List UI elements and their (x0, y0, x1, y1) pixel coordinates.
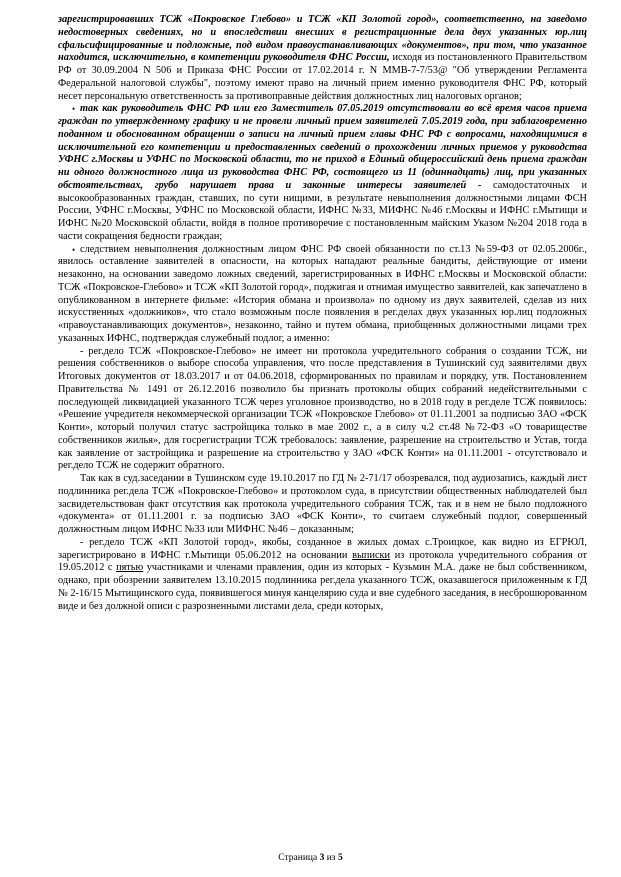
paragraph-6-text-c: участниками и членами правления, один из которых - Кузьмин М.А. даже не был собственником, однако, при обозрении заявителем 13.10.2015 подлинника рег.дела указанного ТСЖ, оказавшегося приложенным к ГД № 2-16/15 Мытищинского суда, появившегося минуя канцелярию суда и вне судебного заседания, в несброшюрованном виде и без должной описи с разрозненными листами дела, среди которых, (58, 562, 587, 612)
bullet-icon: • (72, 104, 76, 115)
paragraph-2-text: самодостаточных и высокообразованных граждан, ставших, по сути нищими, в результате невыполнения должностными лицами ФСН России, УФНС г.Москвы, УФНС по Московской области, ИФНС №33, МИФНС №46 г.Москвы и ИФНС г.Мытищи и ИФНС №20 Московской области, войдя в полное противоречие с постановленным майским Указом №204 2018 года в части сокращения бедности граждан; (58, 179, 587, 242)
footer-page-number: 3 (319, 853, 325, 863)
paragraph-6-underline-1: выписки (352, 549, 391, 561)
paragraph-1-emphasis: зарегистрировавших ТСЖ «Покровское Глебово» и ТСЖ «КП Золотой город», соответственно, на заведомо недостоверных сведениях, но и впоследствии внесших в регистрационные дела двух указанных юр.лиц сфальсифицированные и подложные, под видом правоустанавливающих «документов», при том, что указанное находится, исключительно, в компетенции руководителя ФНС России, (58, 14, 587, 64)
footer-prefix: Страница (278, 853, 320, 863)
footer-total-pages: 5 (337, 853, 343, 863)
paragraph-1 (58, 14, 587, 103)
paragraph-6-text-b: из протокола учредительного собрания от 19.05.2012 с (58, 549, 587, 574)
paragraph-4: - рег.дело ТСЖ «Покровское-Глебово» не имеет ни протокола учредительного собрания о создании ТСЖ, ни решения собственников о выборе способа управления, что после представления в Тушинский суд заявителями двух Итоговых документов от 18.03.2017 и от 04.06.2018, сформированных по правилам и порядку, утв. Постановлением Правительства № 1491 от 26.12.2016 позволило бы признать протоколы общих собраний недействительными с последующей ликвидацией указанного ТСЖ через уголовное производство, но в 2018 году в рег.деле ТСЖ появилось: «Решение учредителя некоммерческой организации ТСЖ «Покровское Глебово» от 01.11.2001 за подписью ЗАО «ФСК Конти», который получил статус застройщика только в мае 2002 г., а в силу ч.2 ст.48 №72-ФЗ «О товариществе собственников жилья», для госрегистрации ТСЖ требовалось: заявление, разрешение на строительство и Устав, тогда как заявление от застройщика и разрешение на строительство у ЗАО «ФСК Конти» на 01.11.2001 - отсутствовало и рег.дело ТСЖ не содержит обратного. (58, 345, 587, 472)
bullet-paragraph-2 (58, 103, 587, 243)
paragraph-6-text-a: - рег.дело ТСЖ «КП Золотой город», якобы, созданное в жилых домах с.Троицкое, как видно из ЕГРЮЛ, зарегистрировано в ИФНС г.Мытищи 05.06.2012 на основании (58, 536, 587, 561)
paragraph-2-emphasis: так как руководитель ФНС РФ или его Заместитель 07.05.2019 отсутствовали во всё время часов приема граждан по утвержденному графику и не провели личный прием заявителей 7.05.2019 года, при заблаговременно поданном и обоснованном обращении о записи на личный прием главы ФНС РФ с вопросами, находящимися в исключительной его компетенции и предоставленных сведений о прохождении личных приемов у руководства УФНС г.Москвы и УФНС по Московской области, то не приход в Единый общероссийский день приема граждан ни одного должностного лица из руководства ФНС РФ, состоящего из 11 (одиннадцать) лиц, при указанных обстоятельствах, грубо нарушает права и законные интересы заявителей - (58, 103, 587, 191)
paragraph-6 (58, 537, 587, 614)
footer-mid: из (324, 853, 338, 863)
paragraph-1-text: исходя из постановленного Правительством РФ от 30.09.2004 N 506 и Приказа ФНС России от 17.02.2014 г. N ММВ-7-7/53@ "Об утверждении Регламента Федеральной налоговой службы", поэтому имеют право на личный прием именно руководителя ФНС РФ, который несет персональную ответственность за противоправные действия должностных лиц налоговых органов; (58, 52, 587, 102)
bullet-paragraph-3 (58, 244, 587, 346)
paragraph-5: Так как в суд.заседании в Тушинском суде 19.10.2017 по ГД № 2-71/17 обозревался, под аудиозапись, каждый лист подлинника рег.дела ТСЖ «Покровское-Глебово» и протоколом суда, в присутствии общественных наблюдателей был засвидетельствован факт отсутствия как протокола учредительного собрания ТСЖ, так и в нем не было подложного «документа» от 01.11.2001 г. за подписью ЗАО «ФСК Конти», то считаем служебный подлог, совершенный должностным лицом ИФНС №33 или МИФНС №46 – доказанным; (58, 473, 587, 535)
page-footer (0, 853, 621, 863)
paragraph-3-text: следствием невыполнения должностным лицом ФНС РФ своей обязанности по ст.13 №59-ФЗ от 02.05.2006г., явилось оставление заявителей в опасности, на которых нападают реальные бандиты, действующие от имени незаконно, на основании заведомо ложных сведений, зарегистрированных в ИФНС г.Москвы и Московской области: ТСЖ «Покровское-Глебово» и ТСЖ «КП Золотой город», поджигая и отнимая имущество заявителей, как запечатлено в опубликованном в интернете фильме: «История обмана и произвола» по одному из двух заявителей, сделав из них искусственных «должников», что стало возможным после появления в рег.делах двух указанных юр.лиц подложных «правоустанавливающих документов», незаконно, тайно и путем обмана, приобщенных должностными лицами трех указанных ИФНС, подтверждая служебный подлог, а именно: (58, 243, 587, 344)
paragraph-6-underline-2: пятью (116, 562, 144, 574)
bullet-icon: • (72, 244, 76, 255)
